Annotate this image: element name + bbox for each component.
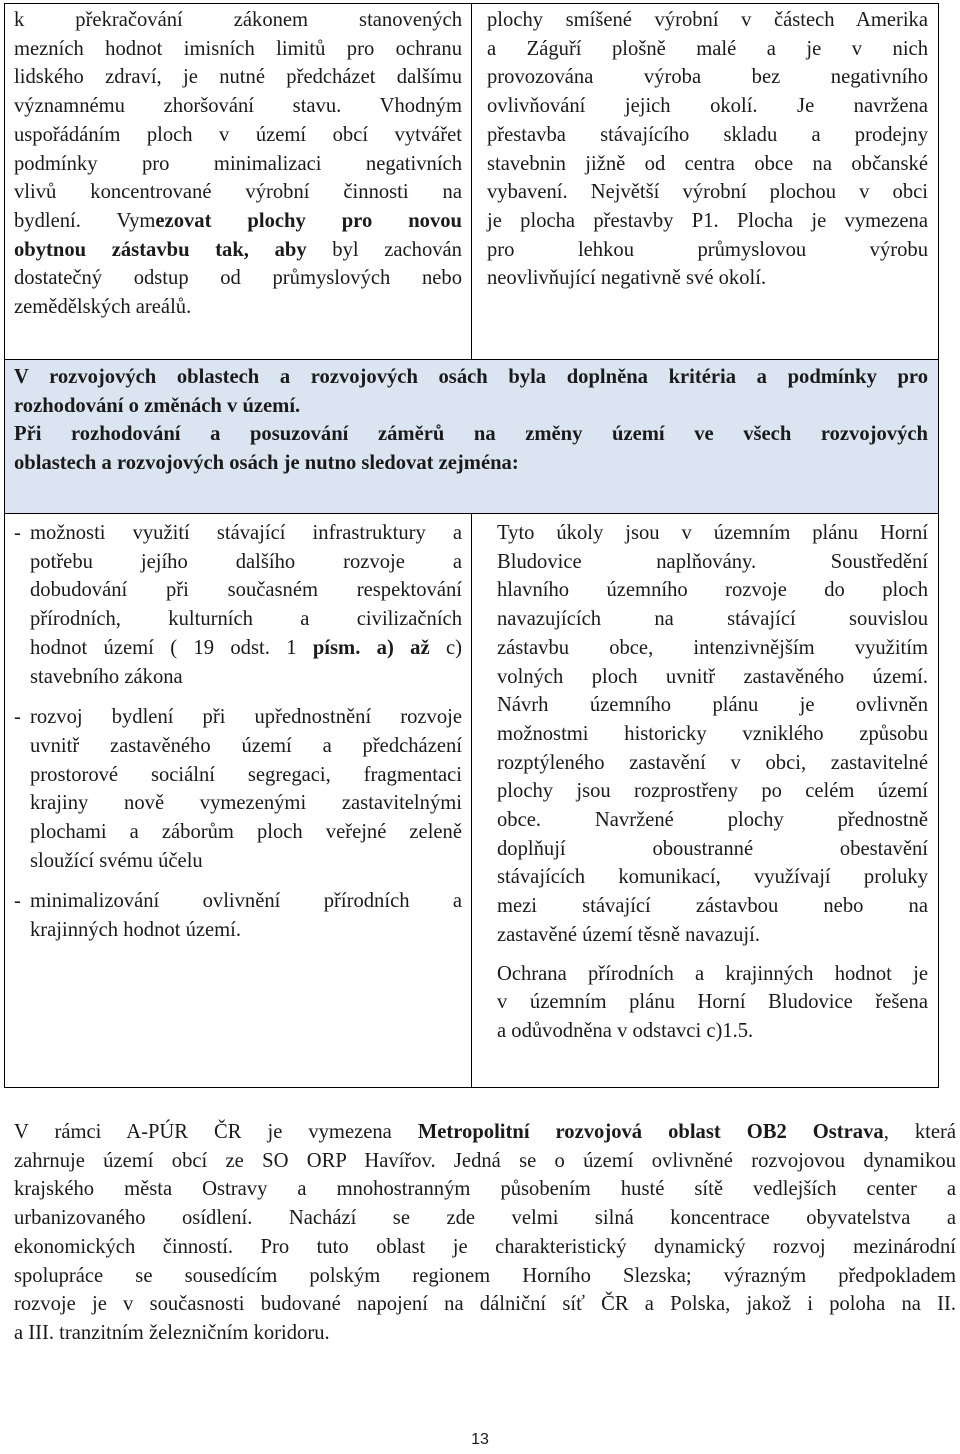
text-line: prostorové sociální segregaci, fragmentaci <box>30 763 462 786</box>
text-line: a Záguří plošně malé a je v nich <box>487 37 928 60</box>
text-line: vlivů koncentrované výrobní činnosti na <box>14 181 462 204</box>
text-line: stavebního zákona <box>30 665 183 688</box>
text-line <box>14 1118 956 1147</box>
list-item <box>14 519 462 691</box>
bold-run: ezovat plochy pro novou <box>155 209 463 232</box>
text-line: rozptýleného zastavění v obci, zastavitelné <box>497 751 928 774</box>
text-line: lidského zdraví, je nutné předcházet dalšímu <box>14 66 462 89</box>
text-line: sloužící svému účelu <box>30 849 203 872</box>
list-item <box>14 703 462 875</box>
text-line: doplňují oboustranné obestavění <box>497 837 928 860</box>
text-line: urbanizovaného osídlení. Nachází se zde velmi silná koncentrace obyvatelstva a <box>14 1207 956 1230</box>
text-line: v územním plánu Horní Bludovice řešena <box>497 991 928 1014</box>
text-line: je plocha přestavby P1. Plocha je vymezena <box>487 209 928 232</box>
table-border-left <box>4 3 5 1088</box>
text-line: provozována výroba bez negativního <box>487 66 928 89</box>
text-line: spolupráce se sousedícím polským regionem Horního Slezska; výrazným předpokladem <box>14 1264 956 1287</box>
text-line: možnostmi historicky vzniklého způsobu <box>497 722 928 745</box>
text-line: dostatečný odstup od průmyslových nebo <box>14 267 462 290</box>
text-line: navazujících na stávající souvislou <box>497 608 928 631</box>
text-run: 19 odst. 1 <box>177 636 313 659</box>
text-line: dobudování při současném respektování <box>30 579 462 602</box>
cell-highlight <box>14 363 928 478</box>
table-divider-bottom <box>471 513 472 1088</box>
text-line: Bludovice naplňovány. Soustředění <box>497 550 928 573</box>
highlight-line: Při rozhodování a posuzování záměrů na změny území ve všech rozvojových <box>14 423 928 446</box>
text-run: hodnot území ( <box>30 636 178 659</box>
text-line: minimalizování ovlivnění přírodních a <box>30 890 462 913</box>
text-run: c) <box>429 636 462 659</box>
text-run: bydlení. Vym <box>14 209 156 232</box>
list-dash: - <box>14 890 21 913</box>
text-line: Návrh územního plánu je ovlivněn <box>497 694 928 717</box>
text-line: vybavení. Největší výrobní plochou v obci <box>487 181 928 204</box>
text-line: možnosti využití stávající infrastruktury a <box>30 522 462 544</box>
text-line: a III. tranzitním železničním koridoru. <box>14 1321 330 1344</box>
text-line <box>14 236 462 265</box>
text-run: byl zachován <box>306 238 462 261</box>
list-item <box>14 887 462 944</box>
highlight-line: oblastech a rozvojových osách je nutno sledovat zejména: <box>14 452 519 475</box>
text-line: zahrnuje území obcí ze SO ORP Havířov. Jedná se o území ovlivněné rozvojovou dynamikou <box>14 1149 956 1172</box>
text-line <box>14 207 462 236</box>
text-line: k překračování zákonem stanovených <box>14 9 462 31</box>
highlight-line: rozhodování o změnách v území. <box>14 394 301 417</box>
text-line: ekonomických činností. Pro tuto oblast je charakteristický dynamický rozvoj mezinárodní <box>14 1235 956 1258</box>
text-line <box>30 634 462 663</box>
text-line: uspořádáním ploch v území obcí vytvářet <box>14 123 462 146</box>
text-line: plochy jsou rozprostřeny po celém území <box>497 780 928 803</box>
text-line: uvnitř zastavěného území a předcházení <box>30 734 462 757</box>
text-line: plochami a záborům ploch veřejné zeleně <box>30 821 462 844</box>
text-line: přestavba stávajícího skladu a prodejny <box>487 123 928 146</box>
text-line: Tyto úkoly jsou v územním plánu Horní <box>497 522 928 544</box>
text-line: přírodních, kulturních a civilizačních <box>30 608 462 631</box>
text-line: zástavbu obce, intenzivnějším využitím <box>497 636 928 659</box>
page-number: 13 <box>471 1431 489 1448</box>
table-divider-top <box>471 3 472 360</box>
text-line: zastavěné území těsně navazují. <box>497 923 761 946</box>
text-line: plochy smíšené výrobní v částech Amerika <box>487 9 928 31</box>
text-line: ovlivňování jejich okolí. Je navržena <box>487 95 928 118</box>
text-line: krajinných hodnot území. <box>30 919 242 942</box>
cell-top-left <box>14 6 462 322</box>
text-line: rozvoje je v současnosti budované napojení na dálniční síť ČR a Polska, jakož i poloha na II. <box>14 1293 956 1316</box>
text-line: rozvoj bydlení při upřednostnění rozvoje <box>30 706 462 729</box>
bold-run: písm. a) až <box>312 636 430 659</box>
list-dash: - <box>14 522 21 544</box>
bold-run: obytnou zástavbu tak, aby <box>14 238 307 261</box>
text-line: významnému zhoršování stavu. Vhodným <box>14 95 462 118</box>
text-line: krajiny nově vymezenými zastavitelnými <box>30 792 462 815</box>
text-line: podmínky pro minimalizaci negativních <box>14 152 462 175</box>
cell-bottom-right <box>497 519 928 1046</box>
text-line: potřebu jejího dalšího rozvoje a <box>30 550 462 573</box>
text-line: a odůvodněna v odstavci c)1.5. <box>497 1019 754 1042</box>
text-line: stavebnin jižně od centra obce na občanské <box>487 152 928 175</box>
text-line: mezních hodnot imisních limitů pro ochranu <box>14 37 462 60</box>
text-line: mezi stávající zástavbou nebo na <box>497 895 928 918</box>
cell-top-right <box>487 6 928 293</box>
bold-run: Metropolitní rozvojová oblast OB2 Ostrava <box>417 1121 884 1143</box>
text-run: V rámci A-PÚR ČR je vymezena <box>14 1121 418 1143</box>
text-line: stávajících komunikací, využívají proluky <box>497 866 928 889</box>
cell-bottom-left <box>14 519 462 957</box>
table-border-right <box>938 3 939 1088</box>
text-line: volných ploch uvnitř zastavěného území. <box>497 665 928 688</box>
text-line: pro lehkou průmyslovou výrobu <box>487 238 928 261</box>
text-line: Ochrana přírodních a krajinných hodnot je <box>497 962 928 985</box>
text-line: zemědělských areálů. <box>14 296 192 319</box>
list-dash: - <box>14 706 21 729</box>
body-paragraph <box>14 1118 956 1348</box>
text-line: krajského města Ostravy a mnohostranným působením husté sítě vedlejších center a <box>14 1178 956 1201</box>
text-line: hlavního územního rozvoje do ploch <box>497 579 928 602</box>
highlight-line: V rozvojových oblastech a rozvojových osách byla doplněna kritéria a podmínky pro <box>14 366 928 388</box>
text-line: obce. Navržené plochy přednostně <box>497 809 928 832</box>
text-line: neovlivňující negativně své okolí. <box>487 267 767 290</box>
text-run: , která <box>883 1121 956 1143</box>
